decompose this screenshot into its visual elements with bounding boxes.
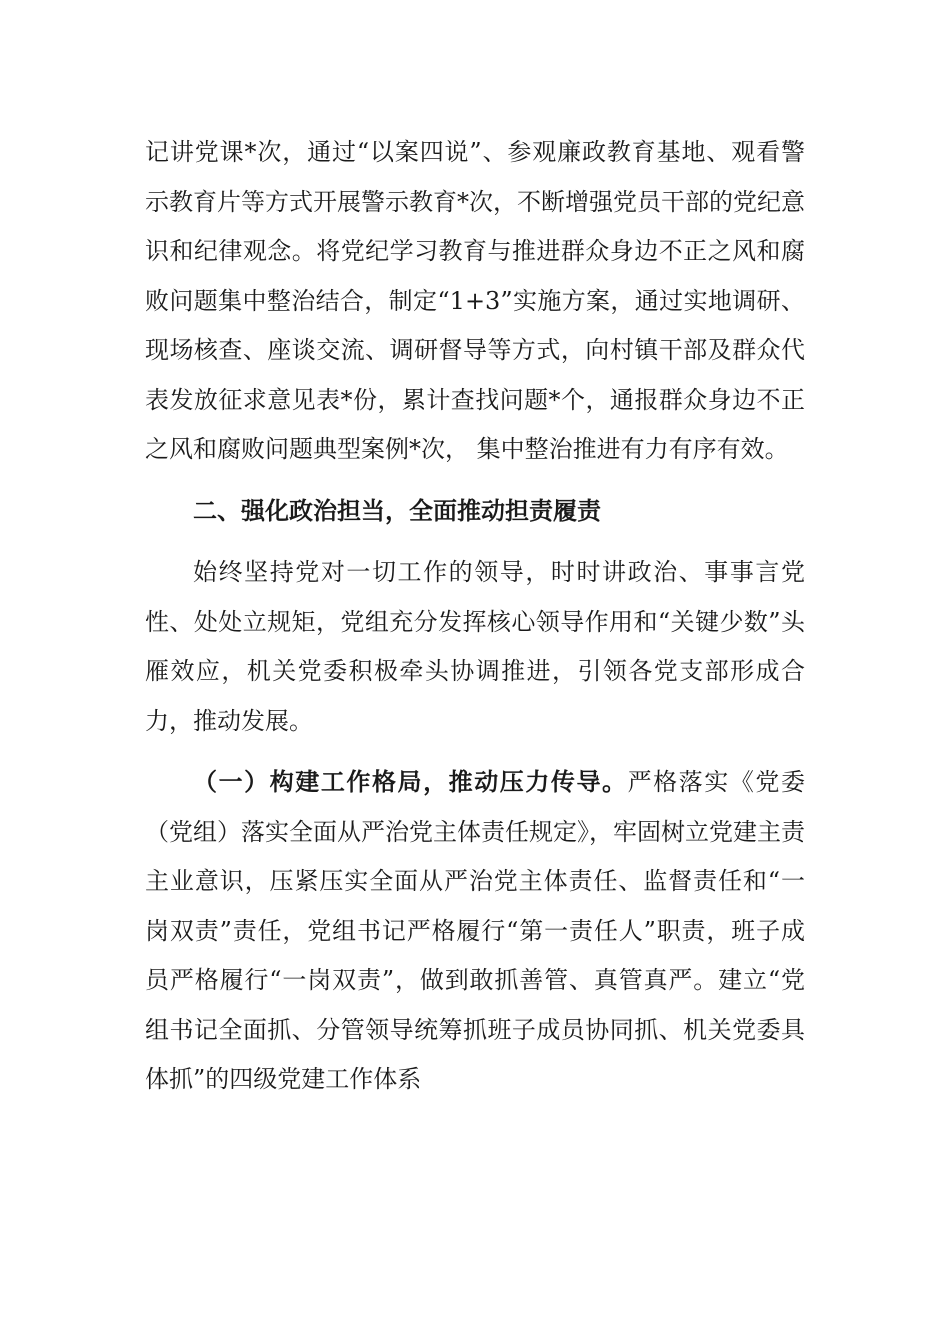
section-heading: 二、强化政治担当，全面推动担责履责 [193, 496, 601, 525]
subsection-body: 严格落实《党委（党组）落实全面从严治党主体责任规定》，牢固树立党建主责主业意识，压紧压实全面从严治党主体责任、监督责任和“一岗双责”责任，党组书记严格履行“第一责任人”职责，班子成员严格履行“一岗双责”，做到敢抓善管、真管真严。建立“党组书记全面抓、分管领导统筹抓班子成员协同抓、机关党委具体抓”的四级党建工作体系 [145, 768, 806, 1093]
paragraph-continuation: 记讲党课*次，通过“以案四说”、参观廉政教育基地、观看警示教育片等方式开展警示教育*次，不断增强党员干部的党纪意识和纪律观念。将党纪学习教育与推进群众身边不正之风和腐败问题集中整治结合，制定“1+3”实施方案，通过实地调研、现场核查、座谈交流、调研督导等方式，向村镇干部及群众代表发放征求意见表*份，累计查找问题*个，通报群众身边不正之风和腐败问题典型案例*次， 集中整治推进有力有序有效。 [145, 138, 805, 463]
section-intro-paragraph: 始终坚持党对一切工作的领导，时时讲政治、事事言党性、处处立规矩，党组充分发挥核心领导作用和“关键少数”头雁效应，机关党委积极牵头协调推进，引领各党支部形成合力，推动发展。 [145, 558, 805, 735]
document-body [145, 128, 805, 1105]
subsection-heading: （一）构建工作格局，推动压力传导。 [193, 768, 628, 796]
subsection-paragraph [145, 758, 805, 1105]
